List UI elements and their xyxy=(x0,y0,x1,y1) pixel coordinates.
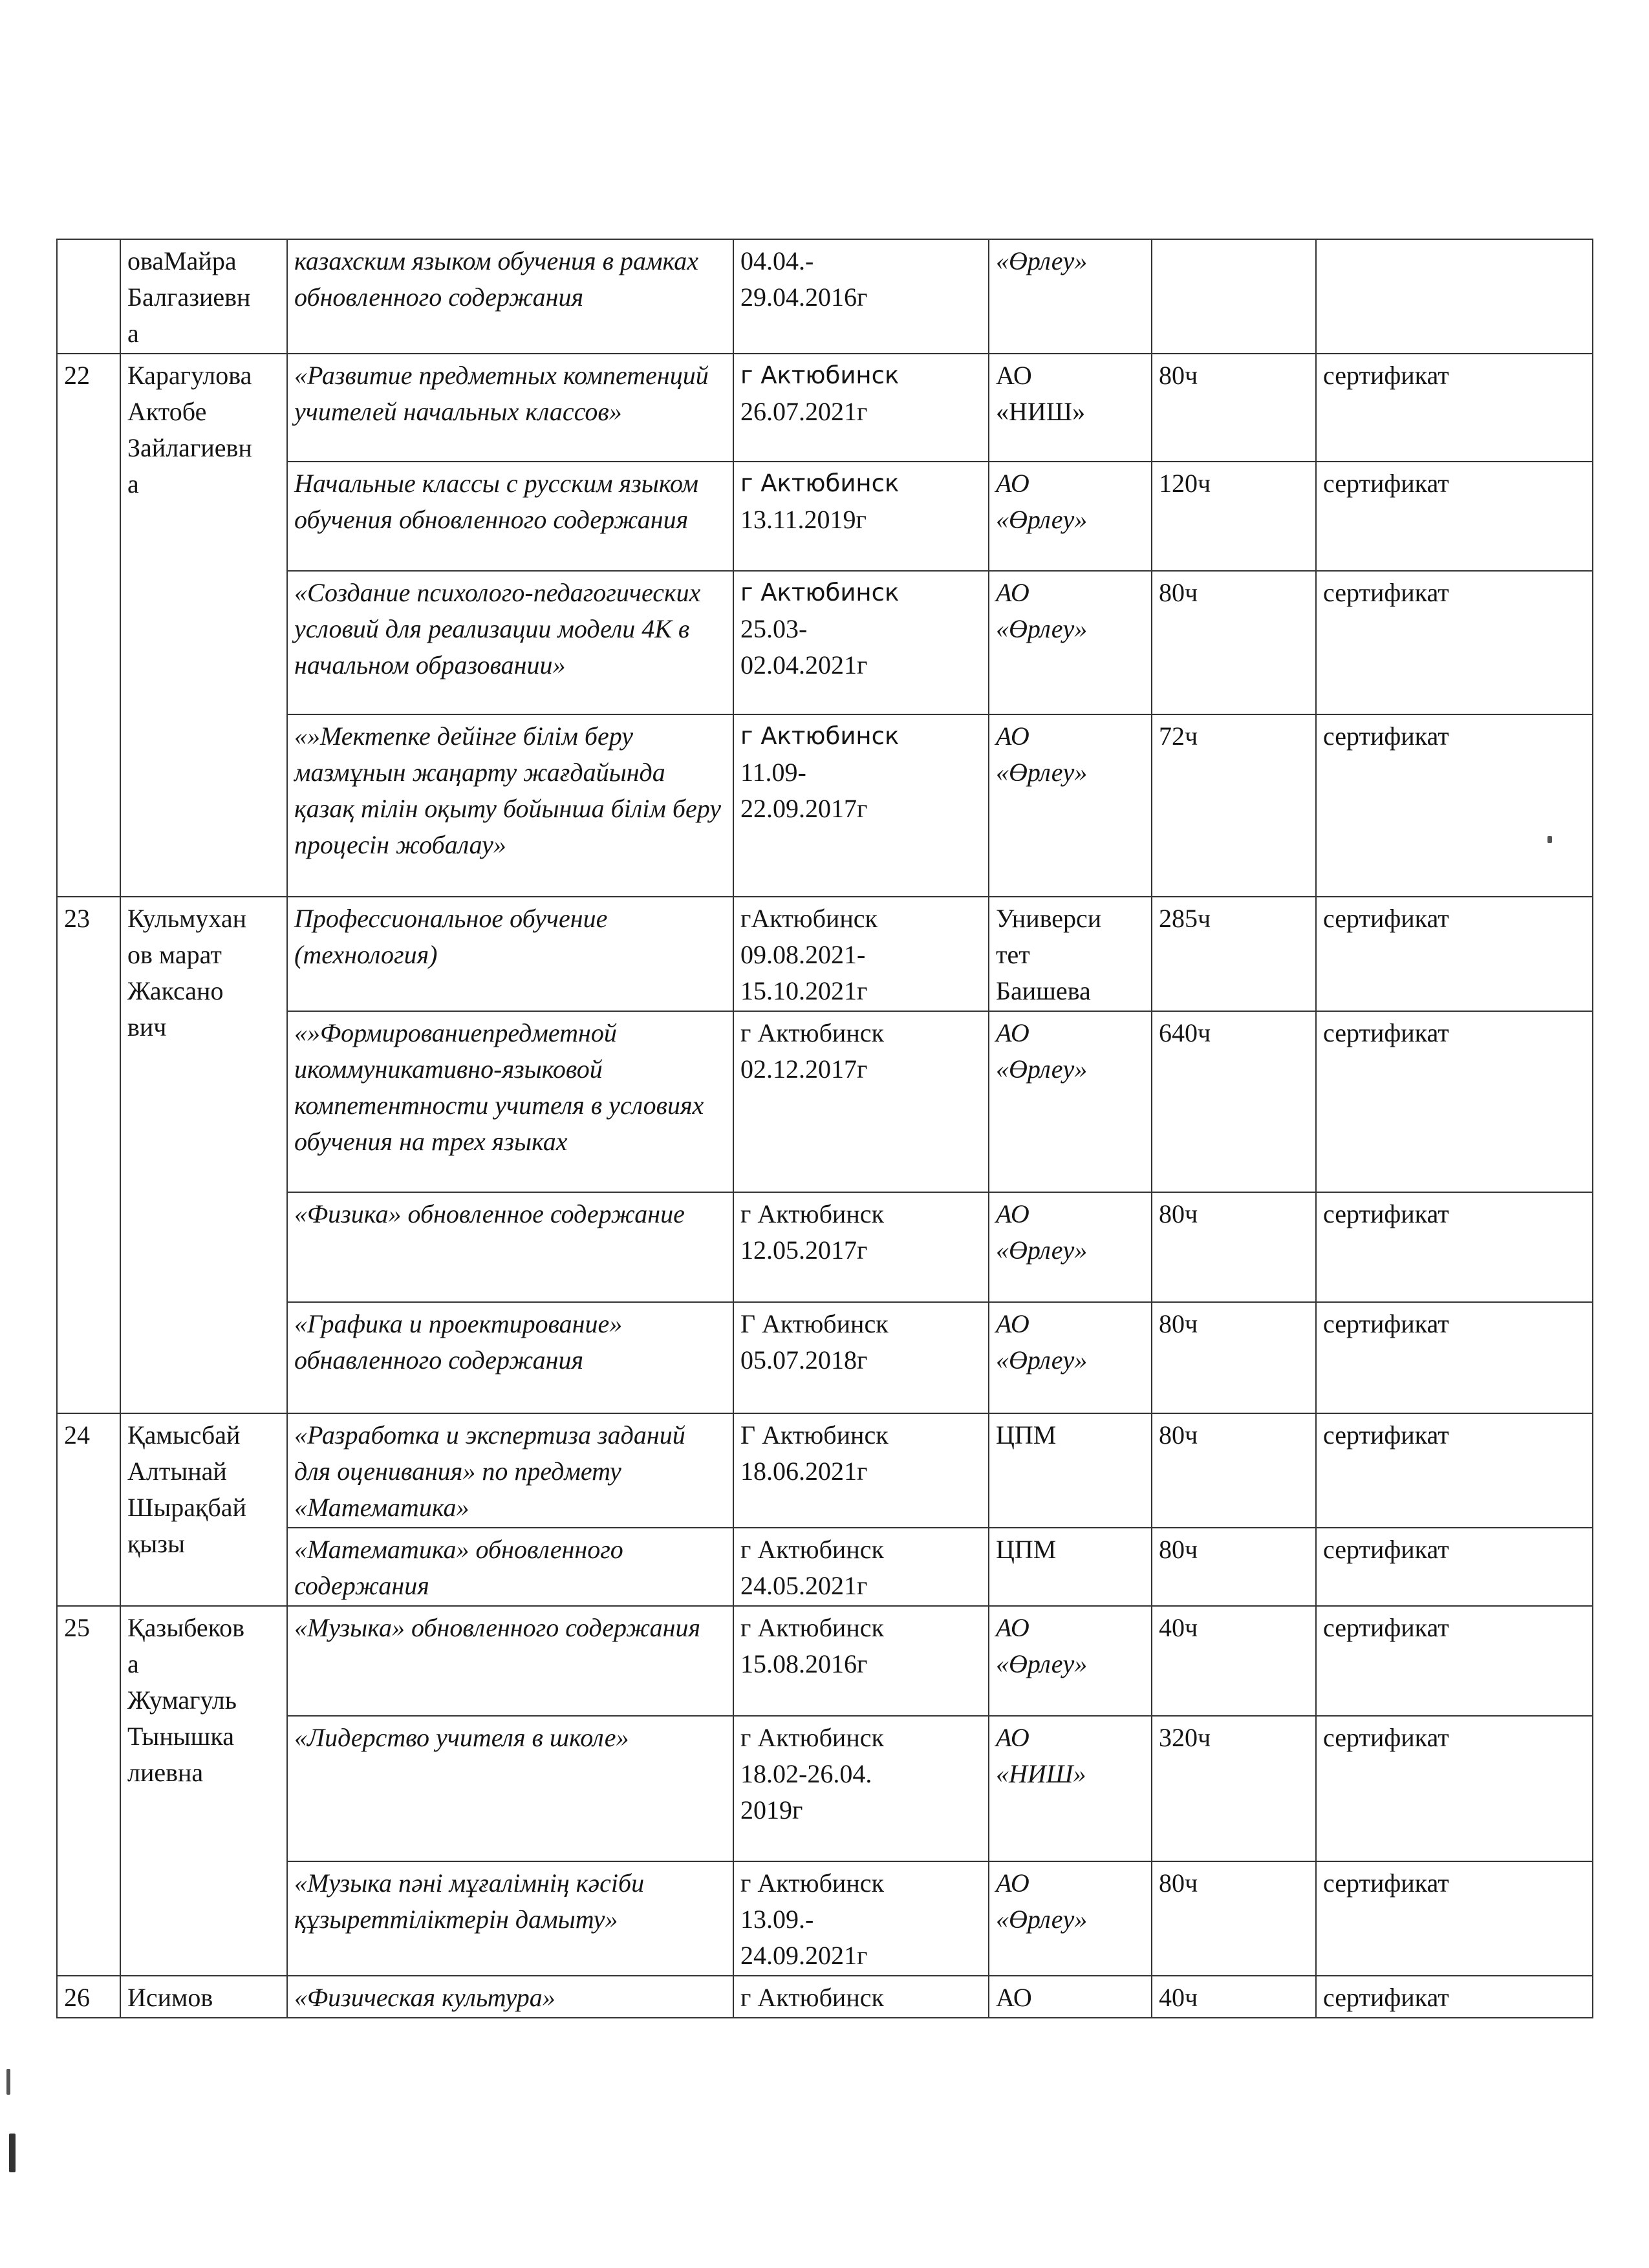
course-title: «Физика» обновленное содержание xyxy=(287,1192,733,1302)
table-row xyxy=(57,1861,1593,1976)
place-dates: Г Актюбинск 05.07.2018г xyxy=(740,1309,889,1375)
row-number xyxy=(57,239,120,354)
row-number: 24 xyxy=(57,1413,120,1606)
document-type: сертификат xyxy=(1316,1011,1593,1192)
row-number: 22 xyxy=(57,354,120,897)
organization: АО «Өрлеу» xyxy=(989,1302,1152,1413)
organization: АО «Өрлеу» xyxy=(989,714,1152,897)
table-row xyxy=(57,239,1593,354)
place-date xyxy=(733,1606,989,1716)
place-dates: г Актюбинск 15.08.2016г xyxy=(740,1613,884,1678)
table-row xyxy=(57,1011,1593,1192)
place-date xyxy=(733,1976,989,2018)
hours: 40ч xyxy=(1152,1606,1316,1716)
teacher-name: Карагулова Актобе Зайлагиевн а xyxy=(120,354,287,897)
hours: 80ч xyxy=(1152,354,1316,462)
document-type: сертификат xyxy=(1316,1716,1593,1861)
hours: 285ч xyxy=(1152,897,1316,1011)
hours xyxy=(1152,239,1316,354)
document-type: сертификат xyxy=(1316,897,1593,1011)
course-title: «Математика» обновленного содержания xyxy=(287,1528,733,1606)
document-type: сертификат xyxy=(1316,1413,1593,1528)
hours: 640ч xyxy=(1152,1011,1316,1192)
place-dates: 04.04.- 29.04.2016г xyxy=(740,246,868,312)
organization: АО «Өрлеу» xyxy=(989,1606,1152,1716)
document-type: сертификат xyxy=(1316,714,1593,897)
table-row xyxy=(57,1606,1593,1716)
table-row xyxy=(57,1528,1593,1606)
place-dates: 11.09- 22.09.2017г xyxy=(740,758,868,823)
table-row xyxy=(57,1302,1593,1413)
teacher-name: Кульмухан ов марат Жаксано вич xyxy=(120,897,287,1413)
organization: АО «Өрлеу» xyxy=(989,571,1152,714)
table-row xyxy=(57,462,1593,571)
place-date xyxy=(733,1528,989,1606)
row-number: 23 xyxy=(57,897,120,1413)
course-title: «Физическая культура» xyxy=(287,1976,733,2018)
place-city: г Актюбинск xyxy=(740,722,900,750)
hours: 80ч xyxy=(1152,1861,1316,1976)
place-date xyxy=(733,897,989,1011)
place-dates: 26.07.2021г xyxy=(740,397,868,426)
organization: ЦПМ xyxy=(989,1413,1152,1528)
table-body xyxy=(57,239,1593,2018)
hours: 72ч xyxy=(1152,714,1316,897)
course-title: «Развитие предметных компетенций учителей начальных классов» xyxy=(287,354,733,462)
place-dates: гАктюбинск 09.08.2021- 15.10.2021г xyxy=(740,904,878,1005)
course-title: Начальные классы с русским языком обучения обновленного содержания xyxy=(287,462,733,571)
place-date xyxy=(733,239,989,354)
organization: АО «Өрлеу» xyxy=(989,1861,1152,1976)
course-title: «Музыка пәні мұғалімнің кәсіби құзыреттіліктерін дамыту» xyxy=(287,1861,733,1976)
hours: 320ч xyxy=(1152,1716,1316,1861)
place-dates: г Актюбинск 12.05.2017г xyxy=(740,1199,884,1265)
organization: АО «НИШ» xyxy=(989,354,1152,462)
organization: АО xyxy=(989,1976,1152,2018)
document-type: сертификат xyxy=(1316,1606,1593,1716)
place-date xyxy=(733,1716,989,1861)
course-title: «Разработка и экспертиза заданий для оценивания» по предмету «Математика» xyxy=(287,1413,733,1528)
course-title: «Создание психолого-педагогических условий для реализации модели 4К в начальном образовании» xyxy=(287,571,733,714)
hours: 40ч xyxy=(1152,1976,1316,2018)
teacher-name: Қазыбеков а Жумагуль Тынышка лиевна xyxy=(120,1606,287,1976)
organization: ЦПМ xyxy=(989,1528,1152,1606)
document-type xyxy=(1316,239,1593,354)
organization: АО «Өрлеу» xyxy=(989,1192,1152,1302)
organization: АО «Өрлеу» xyxy=(989,462,1152,571)
scan-speck xyxy=(6,2069,10,2095)
document-type: сертификат xyxy=(1316,1976,1593,2018)
place-dates: г Актюбинск 24.05.2021г xyxy=(740,1535,884,1600)
place-date xyxy=(733,1192,989,1302)
table-row xyxy=(57,1192,1593,1302)
table-row xyxy=(57,714,1593,897)
document-type: сертификат xyxy=(1316,462,1593,571)
scan-speck xyxy=(1547,836,1552,843)
document-type: сертификат xyxy=(1316,1192,1593,1302)
row-number: 26 xyxy=(57,1976,120,2018)
document-type: сертификат xyxy=(1316,354,1593,462)
place-date xyxy=(733,1861,989,1976)
organization: Универси тет Баишева xyxy=(989,897,1152,1011)
place-date xyxy=(733,462,989,571)
place-dates: г Актюбинск 18.02-26.04. 2019г xyxy=(740,1723,884,1824)
table-row xyxy=(57,1716,1593,1861)
organization: АО «НИШ» xyxy=(989,1716,1152,1861)
place-dates: 13.11.2019г xyxy=(740,505,867,534)
course-title: «Лидерство учителя в школе» xyxy=(287,1716,733,1861)
document-type: сертификат xyxy=(1316,571,1593,714)
place-date xyxy=(733,1302,989,1413)
course-title: «»Мектепке дейінге білім беру мазмұнын жаңарту жағдайында қазақ тілін оқыту бойынша білім беру процесін жобалау» xyxy=(287,714,733,897)
course-title: «Музыка» обновленного содержания xyxy=(287,1606,733,1716)
courses-table xyxy=(56,239,1593,2018)
row-number: 25 xyxy=(57,1606,120,1976)
document-type: сертификат xyxy=(1316,1302,1593,1413)
table-row xyxy=(57,1976,1593,2018)
hours: 80ч xyxy=(1152,1302,1316,1413)
place-date xyxy=(733,714,989,897)
place-dates: 25.03- 02.04.2021г xyxy=(740,614,868,679)
teacher-name: Исимов xyxy=(120,1976,287,2018)
table-row xyxy=(57,571,1593,714)
document-type: сертификат xyxy=(1316,1528,1593,1606)
hours: 80ч xyxy=(1152,571,1316,714)
course-title: «Графика и проектирование» обнавленного содержания xyxy=(287,1302,733,1413)
hours: 80ч xyxy=(1152,1528,1316,1606)
place-date xyxy=(733,571,989,714)
place-date xyxy=(733,1413,989,1528)
place-date xyxy=(733,1011,989,1192)
place-dates: г Актюбинск 02.12.2017г xyxy=(740,1018,884,1084)
organization: АО «Өрлеу» xyxy=(989,1011,1152,1192)
teacher-name: оваМайра Балгазиевн а xyxy=(120,239,287,354)
place-city: г Актюбинск xyxy=(740,361,900,389)
hours: 80ч xyxy=(1152,1192,1316,1302)
place-dates: г Актюбинск 13.09.- 24.09.2021г xyxy=(740,1868,884,1970)
table-row xyxy=(57,897,1593,1011)
course-title: Профессиональное обучение (технология) xyxy=(287,897,733,1011)
scan-speck xyxy=(9,2134,16,2172)
hours: 80ч xyxy=(1152,1413,1316,1528)
course-title: казахским языком обучения в рамках обновленного содержания xyxy=(287,239,733,354)
place-city: г Актюбинск xyxy=(740,469,900,497)
table-row xyxy=(57,354,1593,462)
place-date xyxy=(733,354,989,462)
place-dates: Г Актюбинск 18.06.2021г xyxy=(740,1420,889,1486)
table-row xyxy=(57,1413,1593,1528)
organization: «Өрлеу» xyxy=(989,239,1152,354)
hours: 120ч xyxy=(1152,462,1316,571)
course-title: «»Формированиепредметной икоммуникативно-языковой компетентности учителя в условиях обучения на трех языках xyxy=(287,1011,733,1192)
teacher-name: Қамысбай Алтынай Шырақбай қызы xyxy=(120,1413,287,1606)
document-type: сертификат xyxy=(1316,1861,1593,1976)
place-dates: г Актюбинск xyxy=(740,1983,884,2012)
place-city: г Актюбинск xyxy=(740,579,900,606)
